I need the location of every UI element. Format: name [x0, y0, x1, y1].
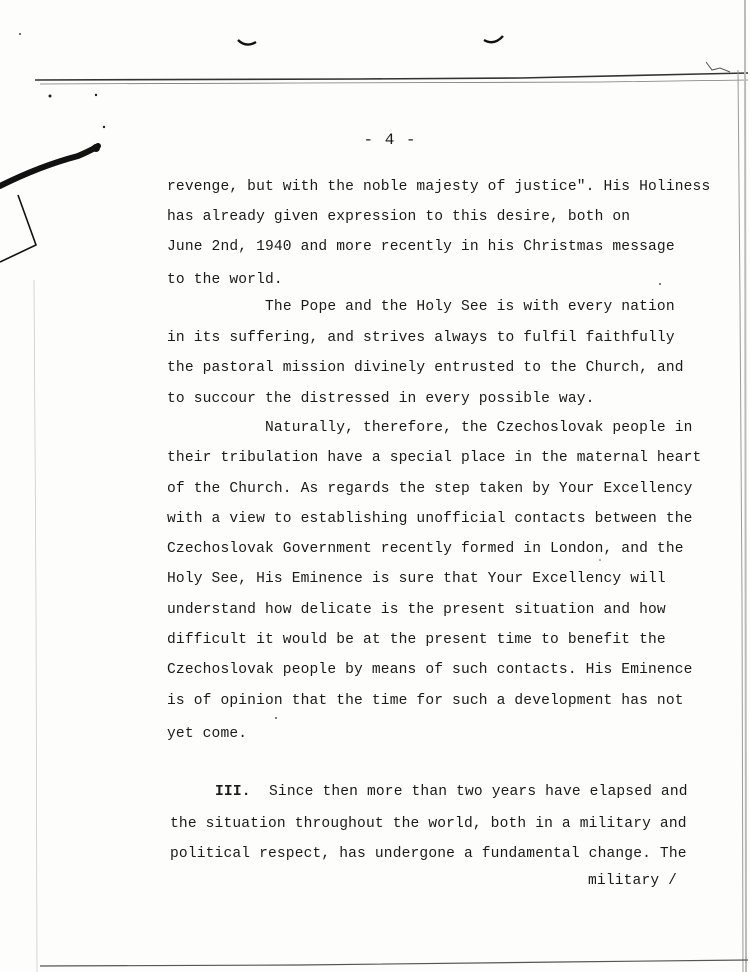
page-bottom-edge	[40, 960, 748, 966]
body-line-1: revenge, but with the noble majesty of justice". His Holiness	[167, 179, 711, 195]
body-line-3: June 2nd, 1940 and more recently in his Christmas message	[167, 239, 675, 255]
staple-tail	[0, 195, 36, 262]
body-line-9: Naturally, therefore, the Czechoslovak people in	[265, 420, 693, 436]
body-line-16: difficult it would be at the present time to benefit the	[167, 632, 666, 648]
body-line-8: to succour the distressed in every possible way.	[167, 391, 595, 407]
section-line-1: Since then more than two years have elapsed and	[269, 784, 688, 800]
body-line-18: is of opinion that the time for such a development has not	[167, 693, 684, 709]
section-number: III.	[215, 784, 251, 800]
body-line-15: understand how delicate is the present situation and how	[167, 602, 666, 618]
page-number: - 4 -	[363, 131, 417, 149]
body-line-11: of the Church. As regards the step taken by Your Excellency	[167, 481, 693, 497]
body-line-14: Holy See, His Eminence is sure that Your Excellency will	[167, 571, 666, 587]
section-line-3: political respect, has undergone a fundamental change. The	[170, 846, 687, 862]
body-line-13: Czechoslovak Government recently formed in London, and the	[167, 541, 684, 557]
page-top-edge-shadow	[40, 80, 748, 84]
body-line-17: Czechoslovak people by means of such contacts. His Eminence	[167, 662, 693, 678]
body-line-2: has already given expression to this desire, both on	[167, 209, 631, 225]
page-top-edge	[35, 73, 748, 80]
body-line-10: their tribulation have a special place in the maternal heart	[167, 450, 702, 466]
page-left-edge	[34, 280, 37, 972]
section-line-2: the situation throughout the world, both in a military and	[170, 816, 687, 832]
body-line-5: The Pope and the Holy See is with every nation	[265, 299, 675, 315]
body-line-19: yet come.	[167, 726, 248, 742]
page-right-edge	[738, 70, 743, 972]
clip-mark-left	[238, 40, 256, 45]
body-line-7: the pastoral mission divinely entrusted to the Church, and	[167, 360, 684, 376]
catchword: military /	[588, 873, 678, 889]
body-line-12: with a view to establishing unofficial contacts between the	[167, 511, 693, 527]
staple-mark	[0, 146, 98, 186]
body-line-4: to the world.	[167, 272, 283, 288]
body-line-6: in its suffering, and strives always to fulfil faithfully	[167, 330, 675, 346]
clip-mark-right	[484, 36, 503, 42]
